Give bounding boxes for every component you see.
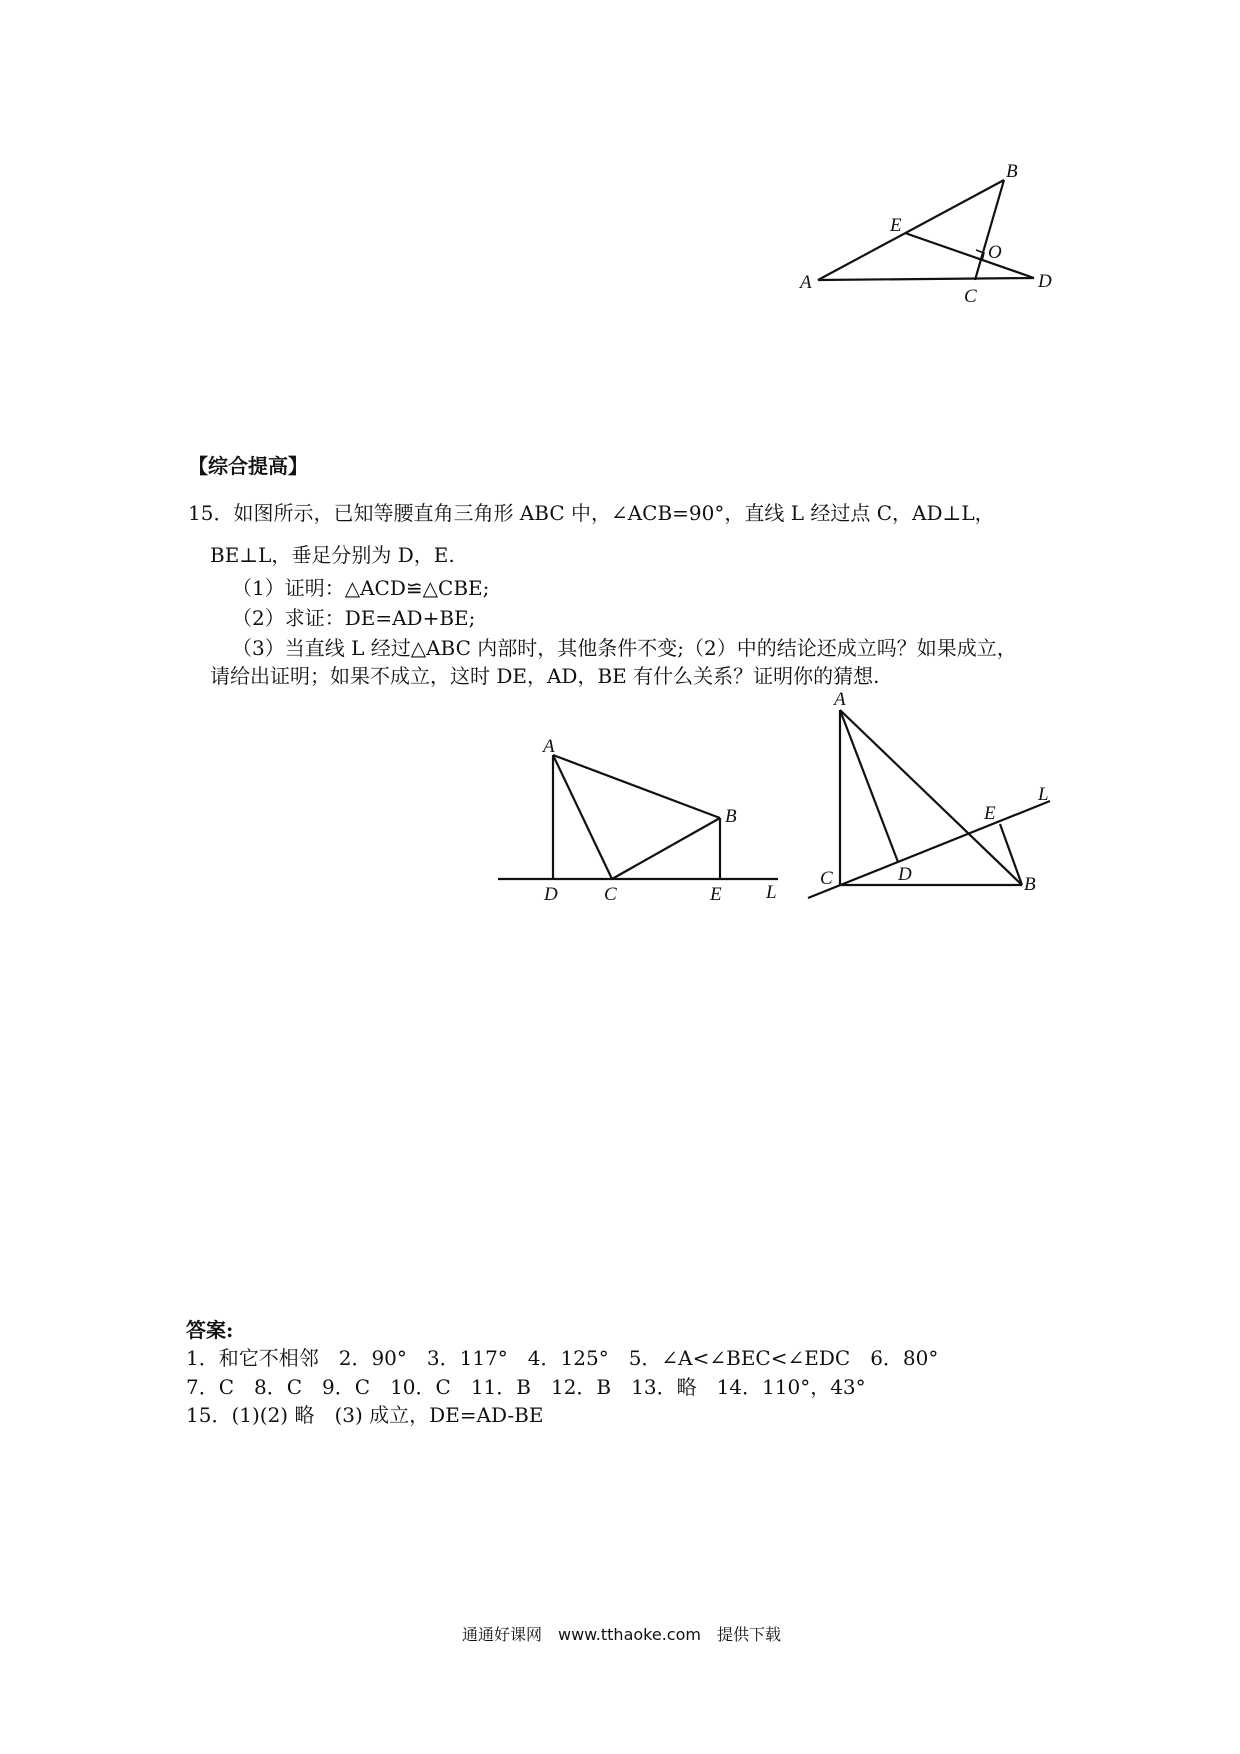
label-l: L bbox=[1038, 784, 1049, 805]
problem-15-question-1: （1）证明：△ACD≌△CBE; bbox=[232, 576, 490, 600]
answers-line-2: 7．C 8．C 9．C 10．C 11．B 12．B 13．略 14．110°，43° bbox=[186, 1375, 866, 1399]
label-b: B bbox=[725, 806, 737, 827]
label-a: A bbox=[834, 689, 846, 710]
label-a: A bbox=[800, 272, 812, 293]
label-c: C bbox=[964, 286, 977, 307]
answers-line-1: 1．和它不相邻 2．90° 3．117° 4．125° 5．∠A<∠BEC<∠EDC 6．80° bbox=[186, 1346, 939, 1370]
line-l bbox=[808, 801, 1050, 898]
label-b: B bbox=[1006, 161, 1018, 182]
problem-15-line-1: 15．如图所示，已知等腰直角三角形 ABC 中，∠ACB=90°，直线 L 经过点 C，AD⊥L， bbox=[188, 501, 995, 525]
label-l: L bbox=[766, 882, 777, 903]
problem-15-question-3-line-2: 请给出证明；如果不成立，这时 DE，AD，BE 有什么关系？证明你的猜想. bbox=[210, 664, 880, 688]
label-b: B bbox=[1024, 874, 1036, 895]
problem-15-question-2: （2）求证：DE=AD+BE; bbox=[232, 606, 476, 630]
section-title: 【综合提高】 bbox=[188, 454, 308, 478]
label-o: O bbox=[988, 242, 1002, 263]
label-d: D bbox=[1038, 271, 1052, 292]
answers-line-3: 15．(1)(2) 略 (3) 成立，DE=AD-BE bbox=[186, 1403, 544, 1427]
label-e: E bbox=[984, 803, 996, 824]
label-e: E bbox=[890, 215, 902, 236]
segment-ad bbox=[840, 710, 898, 862]
problem-15-question-3-line-1: （3）当直线 L 经过△ABC 内部时，其他条件不变;（2）中的结论还成立吗？如果成立， bbox=[232, 636, 1017, 660]
label-c: C bbox=[604, 884, 617, 905]
problem-15-line-2: BE⊥L，垂足分别为 D，E. bbox=[210, 543, 455, 567]
segment-ab bbox=[840, 710, 1022, 885]
page-footer: 通通好课网 www.tthaoke.com 提供下载 bbox=[462, 1625, 781, 1644]
label-c: C bbox=[820, 868, 833, 889]
label-e: E bbox=[710, 884, 722, 905]
label-d: D bbox=[544, 884, 558, 905]
label-d: D bbox=[898, 864, 912, 885]
label-a: A bbox=[543, 736, 555, 757]
answers-title: 答案: bbox=[186, 1318, 234, 1342]
